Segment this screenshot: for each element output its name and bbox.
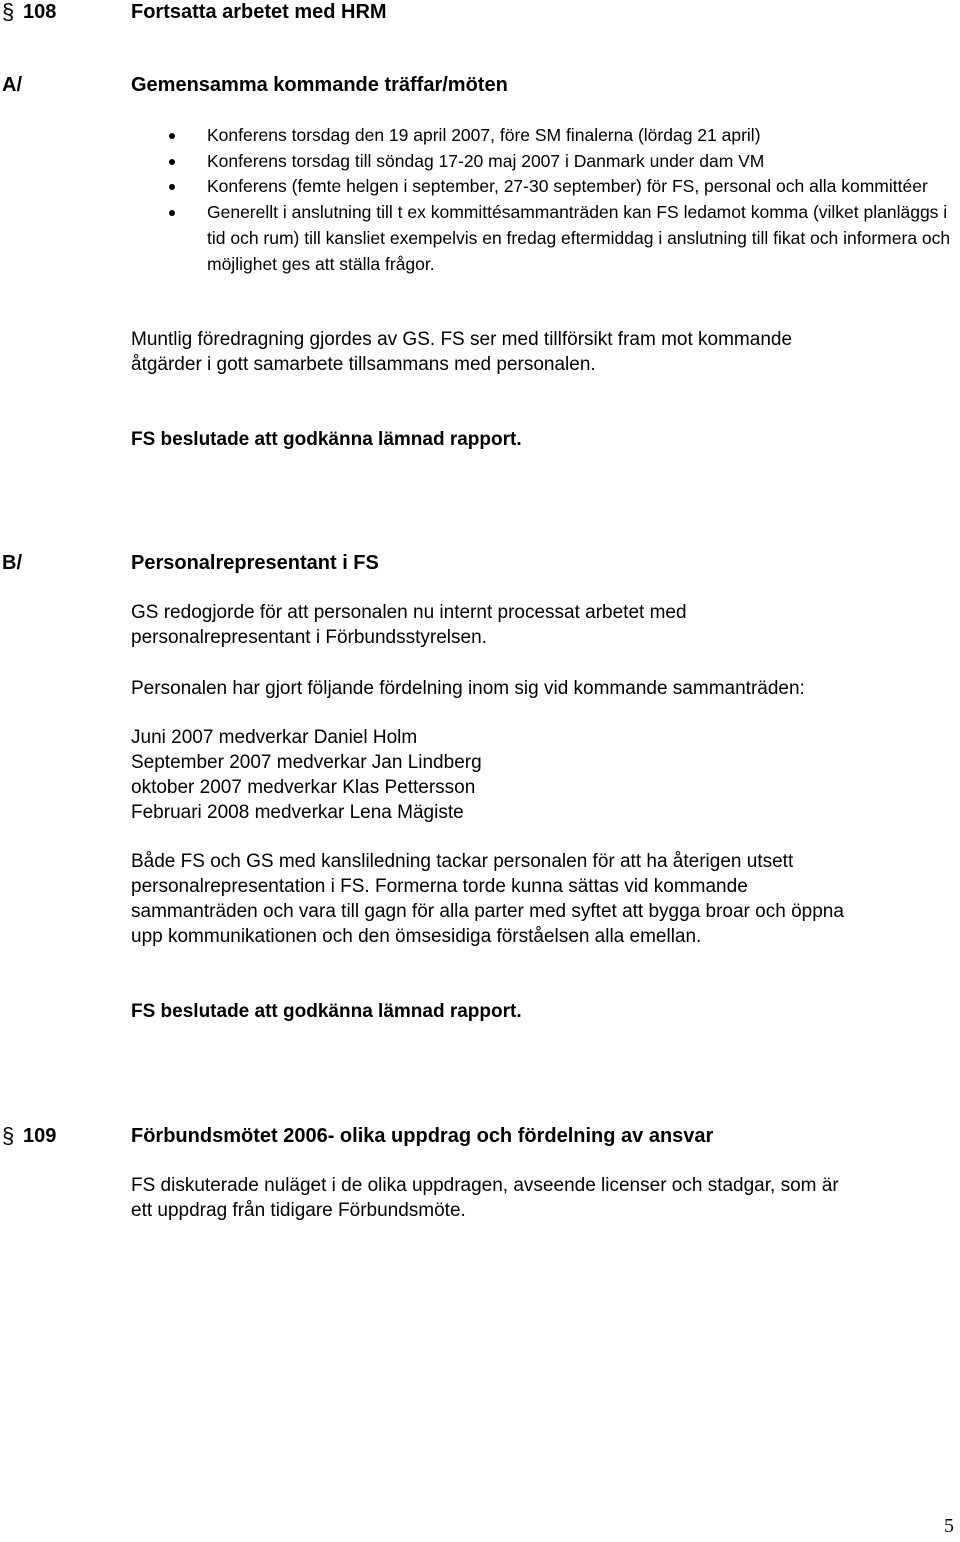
subsection-title: Gemensamma kommande träffar/möten bbox=[131, 74, 508, 96]
decision-text: FS beslutade att godkänna lämnad rapport. bbox=[131, 1001, 522, 1022]
subsection-label: B/ bbox=[2, 552, 22, 574]
section-symbol: § bbox=[2, 0, 15, 24]
list-item: Generellt i anslutning till t ex kommittésammanträden kan FS ledamot komma (vilket planläggs i tid och rum) till kansliet exempelvis en fredag eftermiddag i anslutning till fikat och informera och möjlighet ges att ställa frågor. bbox=[169, 200, 954, 277]
subsection-label: A/ bbox=[2, 74, 22, 96]
list-item: September 2007 medverkar Jan Lindberg bbox=[131, 752, 482, 773]
paragraph: Personalen har gjort följande fördelning inom sig vid kommande sammanträden: bbox=[131, 678, 805, 699]
list-item: oktober 2007 medverkar Klas Pettersson bbox=[131, 777, 476, 798]
section-number: 108 bbox=[23, 1, 57, 23]
schedule-list bbox=[131, 725, 482, 825]
section-symbol: § bbox=[2, 1123, 15, 1148]
list-item: Konferens torsdag till söndag 17-20 maj 2007 i Danmark under dam VM bbox=[169, 149, 954, 175]
page-number: 5 bbox=[944, 1515, 954, 1537]
paragraph: GS redogjorde för att personalen nu internt processat arbetet med personalrepresentant i Förbundsstyrelsen. bbox=[131, 602, 687, 648]
paragraph: Muntlig föredragning gjordes av GS. FS ser med tillförsikt fram mot kommande åtgärder i gott samarbete tillsammans med personalen. bbox=[131, 329, 793, 375]
list-item: Februari 2008 medverkar Lena Mägiste bbox=[131, 802, 464, 823]
section-title: Förbundsmötet 2006- olika uppdrag och fördelning av ansvar bbox=[131, 1125, 714, 1147]
list-item: Juni 2007 medverkar Daniel Holm bbox=[131, 727, 418, 748]
bullet-icon bbox=[169, 159, 175, 165]
list-item: Konferens torsdag den 19 april 2007, före SM finalerna (lördag 21 april) bbox=[169, 123, 954, 149]
paragraph: FS diskuterade nuläget i de olika uppdragen, avseende licenser och stadgar, som är ett uppdrag från tidigare Förbundsmöte. bbox=[131, 1175, 839, 1221]
paragraph: Både FS och GS med kansliledning tackar personalen för att ha återigen utsett personalrepresentation i FS. Formerna torde kunna sättas vid kommande sammanträden och vara till gagn för alla parter med syftet att bygga broar och öppna upp kommunikationen och den ömsesidiga förståelsen alla emellan. bbox=[131, 851, 844, 947]
bullet-icon bbox=[169, 184, 175, 190]
section-title: Fortsatta arbetet med HRM bbox=[131, 1, 387, 23]
section-number: 109 bbox=[23, 1125, 57, 1147]
meeting-list bbox=[169, 123, 954, 277]
decision-text: FS beslutade att godkänna lämnad rapport. bbox=[131, 429, 522, 450]
bullet-icon bbox=[169, 133, 175, 139]
bullet-icon bbox=[169, 210, 175, 216]
list-item: Konferens (femte helgen i september, 27-30 september) för FS, personal och alla kommittéer bbox=[169, 174, 954, 200]
subsection-title: Personalrepresentant i FS bbox=[131, 552, 379, 574]
